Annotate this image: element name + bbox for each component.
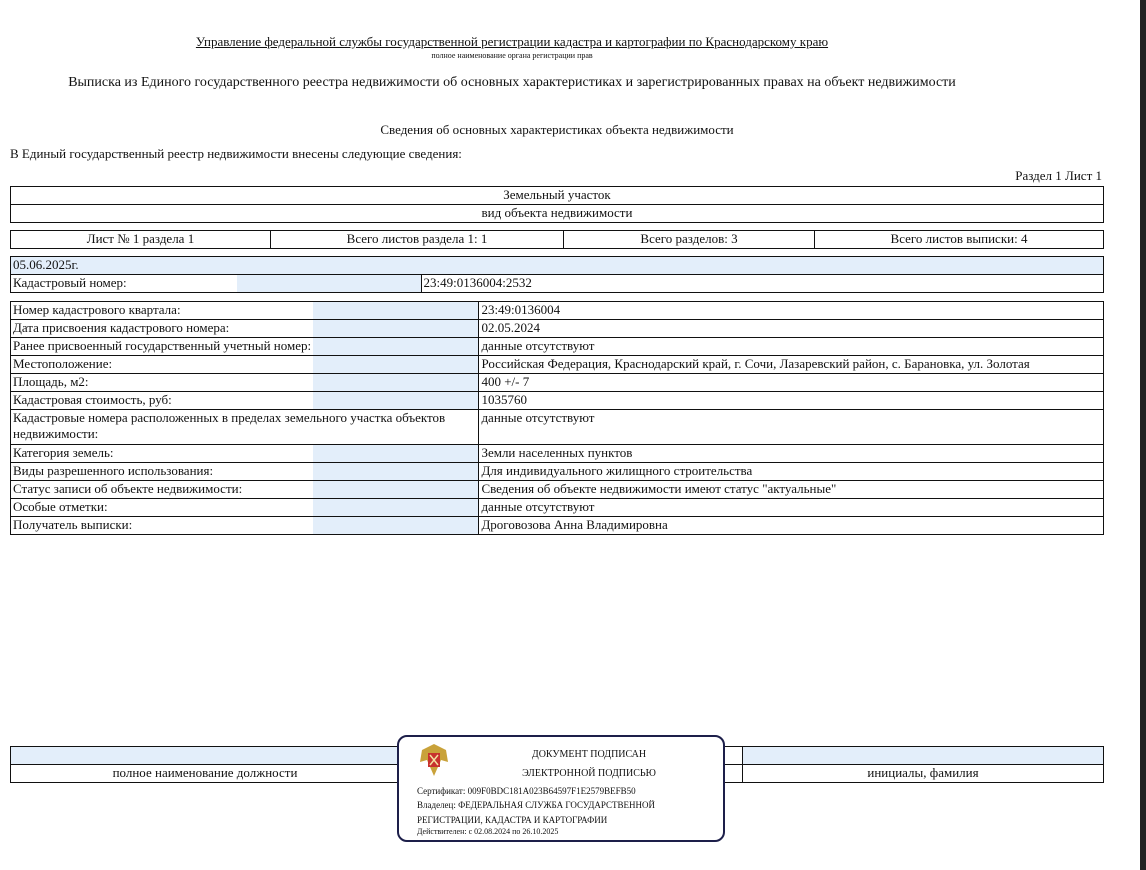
row-label: Виды разрешенного использования: — [11, 463, 314, 481]
table-row — [11, 481, 1104, 499]
sheet-number: Лист № 1 раздела 1 — [11, 231, 271, 249]
date-cadastral-table — [10, 256, 1104, 293]
row-label: Особые отметки: — [11, 499, 314, 517]
sheets-table — [10, 230, 1104, 249]
sections-total: Всего разделов: 3 — [564, 231, 815, 249]
row-value: Дроговозова Анна Владимировна — [479, 517, 1104, 535]
section-sheets-total: Всего листов раздела 1: 1 — [271, 231, 564, 249]
row-label: Местоположение: — [11, 356, 314, 374]
row-value: 23:49:0136004 — [479, 302, 1104, 320]
extract-sheets-total: Всего листов выписки: 4 — [815, 231, 1104, 249]
table-row — [11, 410, 1104, 445]
stamp-owner2: РЕГИСТРАЦИИ, КАДАСТРА И КАРТОГРАФИИ — [417, 815, 608, 825]
table-row — [11, 320, 1104, 338]
row-label: Номер кадастрового квартала: — [11, 302, 314, 320]
section-sheet: Раздел 1 Лист 1 — [1015, 168, 1102, 183]
table-row — [11, 392, 1104, 410]
section-title: Сведения об основных характеристиках объекта недвижимости — [380, 122, 734, 137]
intro-text: В Единый государственный реестр недвижимости внесены следующие сведения: — [10, 146, 462, 161]
row-value: Для индивидуального жилищного строительства — [479, 463, 1104, 481]
row-value: Российская Федерация, Краснодарский край, г. Сочи, Лазаревский район, с. Барановка, ул. Золотая — [479, 356, 1104, 374]
row-value: 400 +/- 7 — [479, 374, 1104, 392]
emblem-icon — [417, 740, 451, 780]
row-label: Кадастровые номера расположенных в пределах земельного участка объектов недвижимости: — [11, 410, 479, 445]
name-caption: инициалы, фамилия — [743, 765, 1104, 783]
doc-title: Выписка из Единого государственного реестра недвижимости об основных характеристиках и зарегистрированных правах на объект недвижимости — [68, 75, 956, 90]
row-value: Земли населенных пунктов — [479, 445, 1104, 463]
row-label: Категория земель: — [11, 445, 314, 463]
org-caption: полное наименование органа регистрации прав — [431, 51, 593, 60]
row-label: Ранее присвоенный государственный учетный номер: — [11, 338, 314, 356]
position-caption: полное наименование должности — [11, 765, 400, 783]
table-row — [11, 338, 1104, 356]
row-label: Статус записи об объекте недвижимости: — [11, 481, 314, 499]
cadastral-value: 23:49:0136004:2532 — [421, 275, 1103, 293]
stamp-certificate: Сертификат: 009F0BDC181A023B64597F1E2579BEFB50 — [417, 786, 636, 796]
stamp-valid: Действителен: с 02.08.2024 по 26.10.2025 — [417, 827, 559, 836]
stamp-owner1: Владелец: ФЕДЕРАЛЬНАЯ СЛУЖБА ГОСУДАРСТВЕННОЙ — [417, 800, 656, 810]
row-label: Получатель выписки: — [11, 517, 314, 535]
object-type: Земельный участок — [11, 187, 1104, 205]
object-type-caption: вид объекта недвижимости — [11, 205, 1104, 223]
table-row — [11, 356, 1104, 374]
stamp-line1: ДОКУМЕНТ ПОДПИСАН — [531, 749, 647, 760]
row-value: 02.05.2024 — [479, 320, 1104, 338]
table-row — [11, 463, 1104, 481]
electronic-signature-stamp — [397, 735, 725, 842]
stamp-line2: ЭЛЕКТРОННОЙ ПОДПИСЬЮ — [522, 768, 656, 779]
row-value: данные отсутствуют — [479, 410, 1104, 445]
object-type-table — [10, 186, 1104, 223]
table-row — [11, 374, 1104, 392]
page-edge — [1140, 0, 1146, 870]
cadastral-label: Кадастровый номер: — [11, 275, 238, 293]
row-value: 1035760 — [479, 392, 1104, 410]
row-label: Площадь, м2: — [11, 374, 314, 392]
extract-date: 05.06.2025г. — [11, 257, 1104, 275]
characteristics-table — [10, 301, 1104, 535]
table-row — [11, 302, 1104, 320]
row-value: данные отсутствуют — [479, 338, 1104, 356]
table-row — [11, 499, 1104, 517]
row-value: Сведения об объекте недвижимости имеют статус "актуальные" — [479, 481, 1104, 499]
row-label: Кадастровая стоимость, руб: — [11, 392, 314, 410]
table-row — [11, 517, 1104, 535]
row-label: Дата присвоения кадастрового номера: — [11, 320, 314, 338]
table-row — [11, 445, 1104, 463]
org-name: Управление федеральной службы государственной регистрации кадастра и картографии по Краснодарскому краю — [195, 34, 829, 49]
row-value: данные отсутствуют — [479, 499, 1104, 517]
